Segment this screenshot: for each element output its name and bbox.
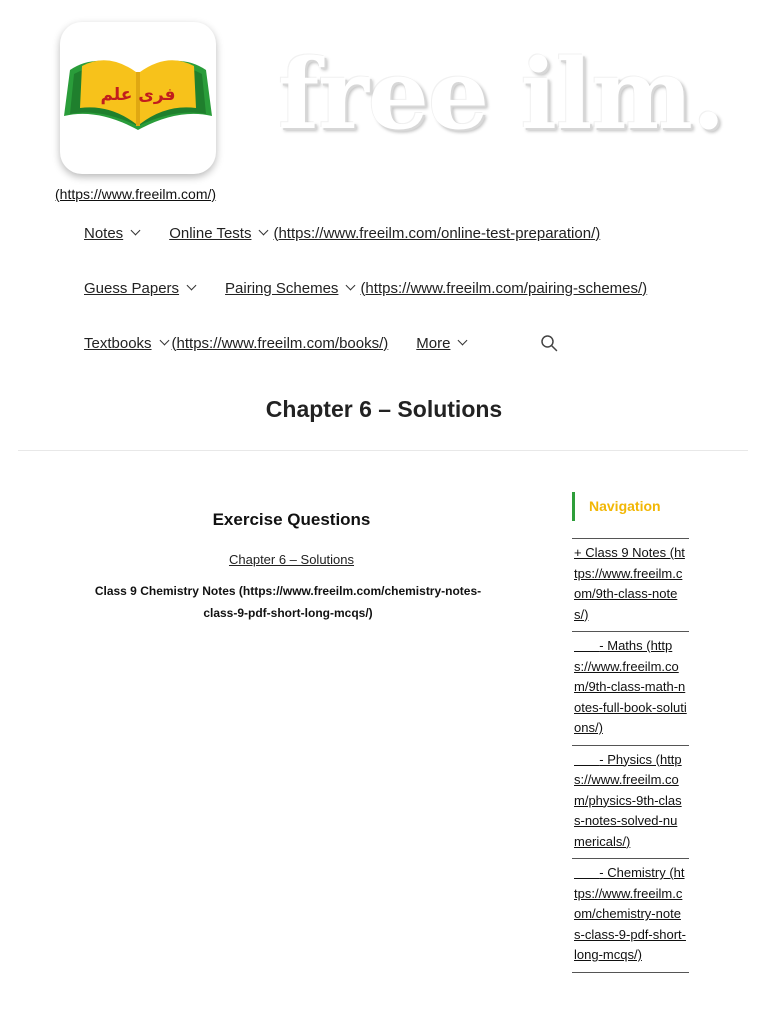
chevron-down-icon[interactable] [187,281,197,291]
header-divider [18,450,748,451]
nav-online-tests-url[interactable]: (https://www.freeilm.com/online-test-preparation/) [273,224,601,242]
search-icon[interactable] [540,334,558,352]
sidebar-item-physics[interactable]: - Physics (https://www.freeilm.com/physics-9th-class-notes-solved-numericals/) [572,746,689,860]
nav-item-notes[interactable]: Notes [84,224,124,242]
nav-item-more[interactable]: More [416,334,451,352]
nav-item-textbooks[interactable]: Textbooks [84,334,152,352]
site-wordmark: free ilm. [278,38,725,151]
sidebar-nav-list [572,538,689,973]
nav-item-guess-papers[interactable]: Guess Papers [84,279,180,297]
sidebar-item-maths[interactable]: - Maths (https://www.freeilm.com/9th-class-math-notes-full-book-solutions/) [572,632,689,746]
nav-textbooks-url[interactable]: (https://www.freeilm.com/books/) [171,334,389,352]
sidebar-item-class-9-notes[interactable]: + Class 9 Notes (https://www.freeilm.com/9th-class-notes/) [572,539,689,632]
nav-row-1 [84,222,600,244]
nav-row-3 [84,332,466,354]
svg-text:فری علم: فری علم [100,85,176,105]
chevron-down-icon[interactable] [458,336,468,346]
site-logo[interactable] [60,22,216,174]
nav-item-online-tests[interactable]: Online Tests [169,224,252,242]
nav-item-pairing-schemes[interactable]: Pairing Schemes [225,279,339,297]
chevron-down-icon[interactable] [259,226,269,236]
category-link[interactable]: Class 9 Chemistry Notes (https://www.freeilm.com/chemistry-notes-class-9-pdf-short-long-mcqs/) [94,584,482,620]
chevron-down-icon[interactable] [346,281,356,291]
breadcrumb[interactable]: Chapter 6 – Solutions [228,552,355,567]
chevron-down-icon[interactable] [131,226,141,236]
chevron-down-icon[interactable] [159,336,169,346]
sidebar-item-chemistry[interactable]: - Chemistry (https://www.freeilm.com/chemistry-notes-class-9-pdf-short-long-mcqs/) [572,859,689,973]
sidebar-heading: Navigation [572,492,661,521]
nav-row-2 [84,277,647,299]
section-heading: Exercise Questions [212,510,371,529]
page-title: Chapter 6 – Solutions [265,396,503,422]
home-link-url[interactable]: (https://www.freeilm.com/) [55,186,217,202]
nav-pairing-schemes-url[interactable]: (https://www.freeilm.com/pairing-schemes/) [360,279,648,297]
logo-book-icon [60,22,216,174]
